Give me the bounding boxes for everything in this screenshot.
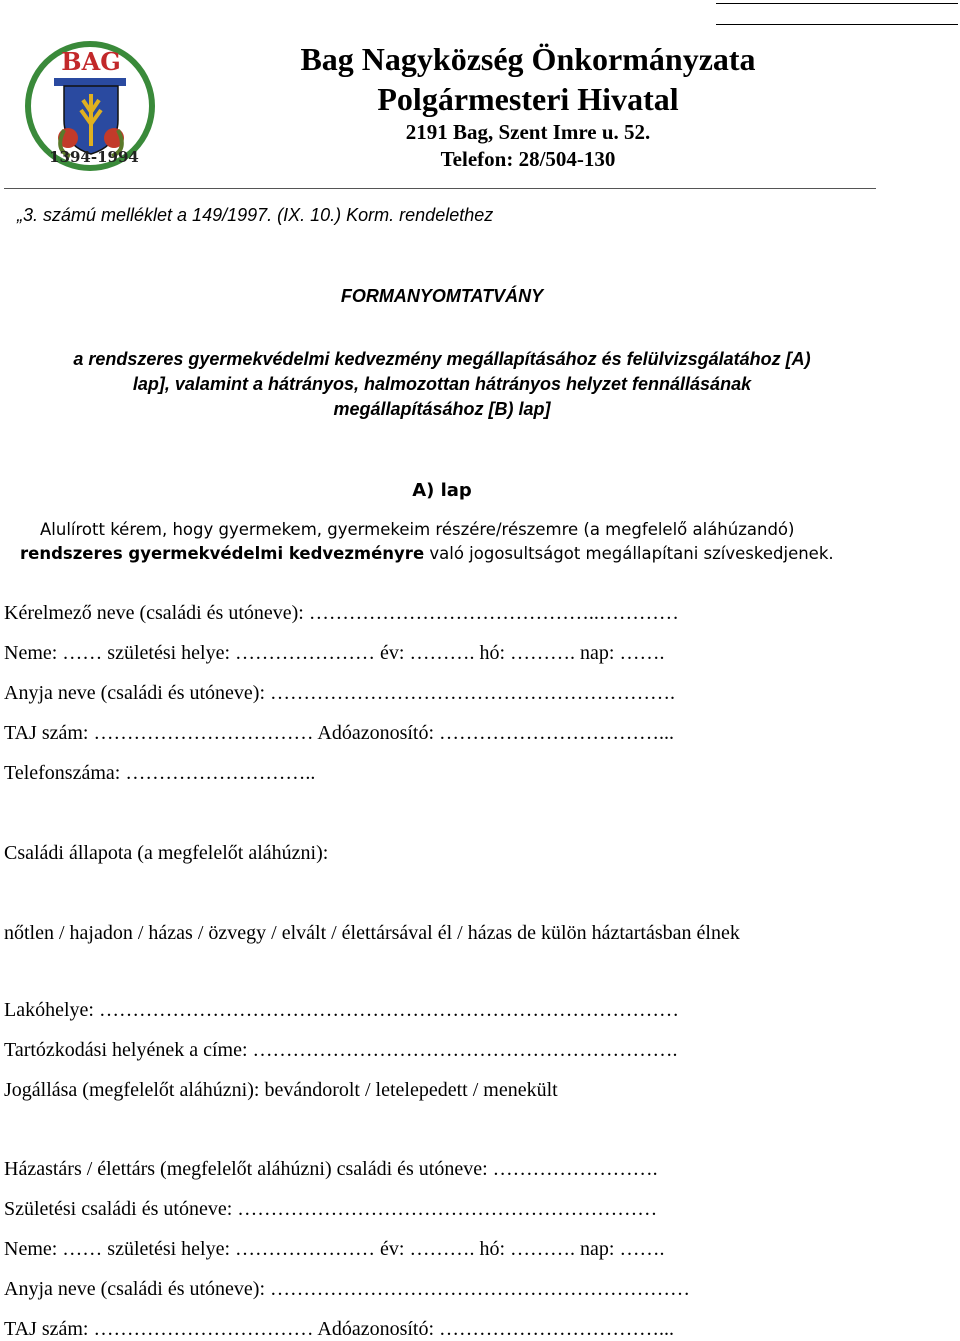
- form-subtitle-line-1: a rendszeres gyermekvédelmi kedvezmény megállapításához és felülvizsgálatához [A): [73, 349, 811, 369]
- logo-text: BAG: [61, 47, 121, 76]
- field-spouse-birth-name[interactable]: Születési családi és utóneve: ………………………………………………………: [4, 1198, 658, 1220]
- field-applicant-birth[interactable]: Neme: …… születési helye: ………………… év: ………. hó: ………. nap: …….: [4, 642, 665, 664]
- field-applicant-name[interactable]: Kérelmező neve (családi és utóneve): ……………………………………..…………: [4, 602, 679, 624]
- family-status-options[interactable]: nőtlen / hajadon / házas / özvegy / elvált / élettársával él / házas de külön háztartásban élnek: [4, 922, 740, 944]
- form-subtitle-line-2: lap], valamint a hátrányos, halmozottan hátrányos helyzet fennállásának: [132, 374, 752, 394]
- logo-years: 1394-1994: [49, 148, 139, 166]
- field-residence[interactable]: Lakóhelye: ……………………………………………………………………………: [4, 999, 679, 1021]
- field-spouse-ids[interactable]: TAJ szám: …………………………… Adóazonosító: ……………………………...: [4, 1318, 675, 1340]
- form-title: FORMANYOMTATVÁNY: [340, 286, 544, 306]
- office-subtitle: Polgármesteri Hivatal: [377, 81, 679, 117]
- field-spouse-birth[interactable]: Neme: …… születési helye: ………………… év: ………. hó: ………. nap: …….: [4, 1238, 665, 1260]
- intro-rest: való jogosultságot megállapítani szíveskedjenek.: [424, 544, 834, 563]
- field-applicant-mother[interactable]: Anyja neve (családi és utóneve): …………………………………………………….: [4, 682, 676, 704]
- office-name: Bag Nagyközség Önkormányzata: [300, 41, 756, 77]
- office-address: 2191 Bag, Szent Imre u. 52.: [405, 120, 651, 144]
- field-spouse-mother[interactable]: Anyja neve (családi és utóneve): ………………………………………………………: [4, 1278, 691, 1300]
- coat-of-arms-logo: [20, 34, 162, 174]
- top-rule-1: [716, 3, 958, 4]
- field-applicant-ids[interactable]: TAJ szám: …………………………… Adóazonosító: ……………………………...: [4, 722, 675, 744]
- section-a-heading: A) lap: [412, 480, 472, 501]
- field-legal-status[interactable]: Jogállása (megfelelőt aláhúzni): bevándorolt / letelepedett / menekült: [4, 1079, 558, 1101]
- intro-emphasis: rendszeres gyermekvédelmi kedvezményre: [20, 544, 425, 563]
- intro-line-2: [20, 544, 834, 563]
- family-status-label: Családi állapota (a megfelelőt aláhúzni):: [4, 842, 329, 864]
- annex-reference: „3. számú melléklet a 149/1997. (IX. 10.) Korm. rendelethez: [17, 205, 494, 225]
- office-phone: Telefon: 28/504-130: [440, 147, 616, 171]
- header-divider: [4, 188, 876, 189]
- form-subtitle-line-3: megállapításához [B) lap]: [333, 399, 551, 419]
- field-applicant-phone[interactable]: Telefonszáma: ………………………..: [4, 762, 316, 784]
- field-spouse-name[interactable]: Házastárs / élettárs (megfelelőt aláhúzni) családi és utóneve: …………………….: [4, 1158, 658, 1180]
- field-stay-address[interactable]: Tartózkodási helyének a címe: ……………………………………………………….: [4, 1039, 678, 1061]
- intro-line-1: Alulírott kérem, hogy gyermekem, gyermekeim részére/részemre (a megfelelő aláhúzandó): [40, 520, 795, 539]
- top-rule-2: [716, 24, 958, 25]
